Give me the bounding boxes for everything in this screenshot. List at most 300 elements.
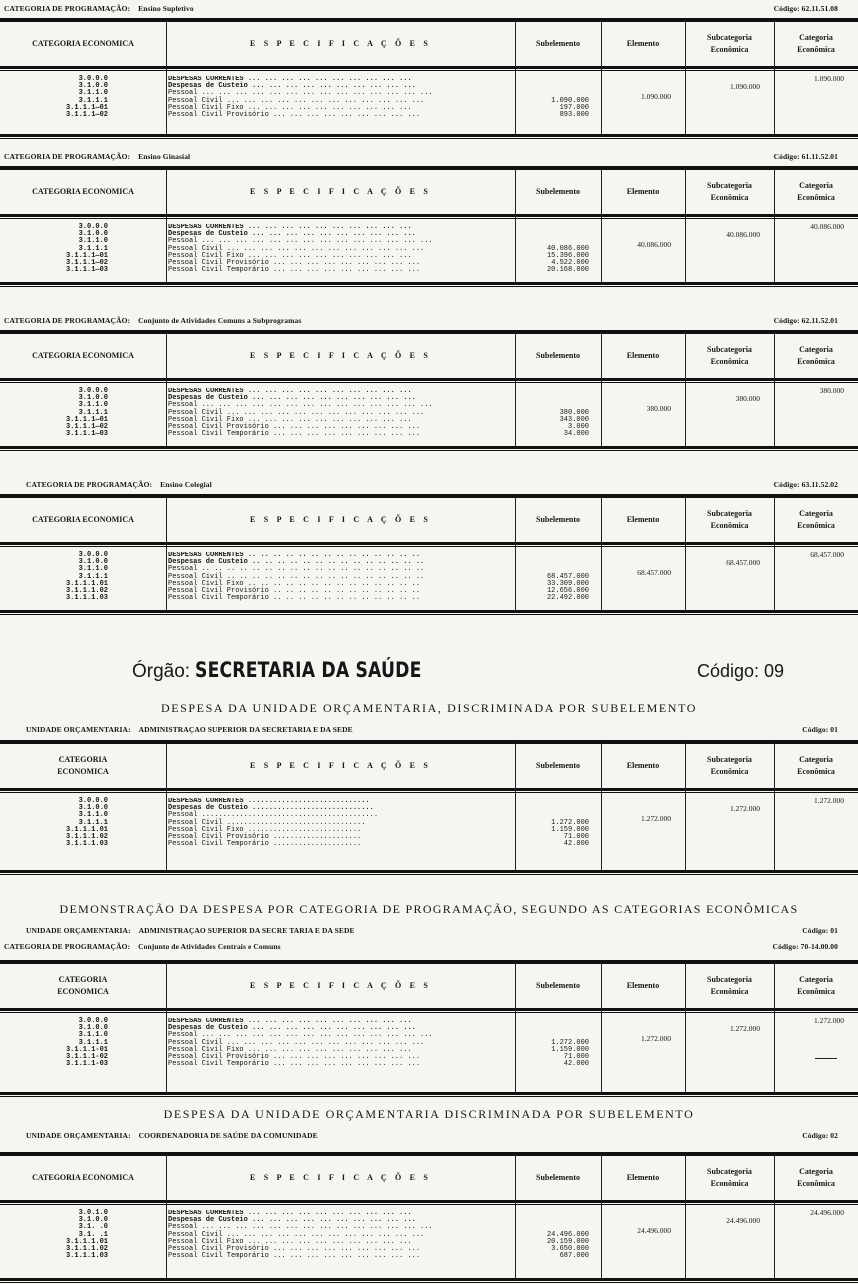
economic-code: 3.1. .1 bbox=[78, 1230, 108, 1239]
elemento-value: 1.090.000 bbox=[641, 92, 671, 101]
program-label-key: CATEGORIA DE PROGRAMAÇÃO: bbox=[4, 316, 133, 325]
categoria-value: 1.272.000 bbox=[814, 1016, 844, 1025]
elemento-value: 68.457.000 bbox=[637, 568, 671, 577]
col-especificacoes-header: E S P E C I F I C A Ç Õ E S bbox=[249, 351, 432, 360]
specification-item: Pessoal Civil Provisório ..................... bbox=[168, 833, 362, 842]
table-header-rule-thin bbox=[0, 218, 858, 219]
col-subelemento-header: Subelemento bbox=[536, 187, 580, 196]
col-categoria-economica-header: CATEGORIA ECONOMICA bbox=[32, 1173, 134, 1182]
orgao-prefix: Órgão: bbox=[132, 661, 196, 682]
section-header bbox=[0, 478, 858, 492]
program-code: Código: 61.11.52.01 bbox=[773, 152, 838, 161]
subcat-line2: Econômica bbox=[710, 521, 749, 530]
subelemento-value: 20.168.000 bbox=[546, 266, 589, 275]
program-label-key: CATEGORIA DE PROGRAMAÇÃO: bbox=[4, 4, 133, 13]
economic-codes bbox=[20, 224, 108, 274]
subelemento-value: 343.000 bbox=[559, 415, 589, 424]
economic-code: 3.1.1.1 bbox=[78, 572, 108, 581]
col-categoria-header bbox=[774, 964, 858, 1008]
program-label bbox=[4, 942, 281, 951]
program-label-value: Conjunto de Atividades Centrais e Comuns bbox=[138, 942, 281, 951]
economic-code: 3.1.1.1—01 bbox=[65, 103, 108, 112]
subcategoria-value: 380.000 bbox=[735, 394, 760, 403]
economic-codes bbox=[20, 552, 108, 602]
economic-code: 3.1.1.1 bbox=[78, 244, 108, 253]
economic-codes bbox=[20, 798, 108, 848]
subelemento-value: 71.000 bbox=[563, 833, 589, 841]
subelemento-value: 1.272.000 bbox=[551, 1038, 589, 1047]
program-code: Código: 02 bbox=[802, 1131, 838, 1140]
program-code: Código: 01 bbox=[802, 926, 838, 935]
table-header-rule bbox=[0, 66, 858, 69]
subelemento-values bbox=[515, 574, 589, 603]
elemento-value: 1.272.000 bbox=[641, 1034, 671, 1043]
specification-list bbox=[168, 1018, 509, 1068]
economic-code: 3.1.1.1—02 bbox=[65, 423, 108, 432]
program-label bbox=[26, 1131, 318, 1140]
col-subcategoria-header bbox=[685, 964, 774, 1008]
specification-item: Pessoal Civil Temporário ... ... ... ... ... ... ... ... ... bbox=[168, 1060, 421, 1069]
program-label-key: UNIDADE ORÇAMENTARIA: bbox=[26, 725, 133, 734]
col-subelemento-header: Subelemento bbox=[536, 1173, 580, 1182]
economic-code: 3.0.0.0 bbox=[78, 551, 108, 559]
col-elemento-header: Elemento bbox=[626, 1173, 660, 1182]
cat-line2: Econômica bbox=[797, 1179, 835, 1188]
table-header-rule-thin bbox=[0, 546, 858, 547]
orgao-code: Código: 09 bbox=[697, 661, 785, 681]
economic-code: 3.1.1.1—03 bbox=[65, 266, 108, 275]
elemento-value: 380.000 bbox=[646, 404, 671, 413]
subelemento-value: 197.000 bbox=[559, 103, 589, 112]
program-code: Código: 01 bbox=[802, 725, 838, 734]
col-categoria-economica-header bbox=[0, 744, 166, 788]
economic-code: 3.1.1.1.02 bbox=[65, 587, 108, 596]
col-cat-line2: ECONOMICA bbox=[57, 987, 109, 996]
economic-code: 3.1.1.1.03 bbox=[65, 840, 108, 849]
cat-line1: Categoria bbox=[799, 1167, 833, 1176]
col-subcategoria-header bbox=[685, 498, 774, 542]
col-elemento-header: Elemento bbox=[626, 351, 660, 360]
economic-code: 3.1.1.1—01 bbox=[65, 415, 108, 424]
subelemento-value: 1.272.000 bbox=[551, 818, 589, 827]
subelemento-value: 20.159.000 bbox=[546, 1237, 589, 1246]
economic-code: 3.1.0.0 bbox=[78, 82, 108, 91]
cat-line1: Categoria bbox=[799, 181, 833, 190]
economic-code: 3.1.1.0 bbox=[78, 1031, 108, 1040]
subcategoria-value: 24.496.000 bbox=[726, 1216, 760, 1225]
subcategoria-value: 68.457.000 bbox=[726, 558, 760, 567]
specification-item: Pessoal Civil Temporário .. .. .. .. .. .. .. .. .. .. .. .. bbox=[168, 594, 421, 603]
col-elemento-header: Elemento bbox=[626, 187, 660, 196]
col-categoria-economica-header: CATEGORIA ECONOMICA bbox=[32, 515, 134, 524]
table-bottom-rule bbox=[0, 446, 858, 449]
cat-line2: Econômica bbox=[797, 45, 835, 54]
col-subcategoria-header bbox=[685, 170, 774, 214]
specification-item: Pessoal Civil ... ... ... ... ... ... ... ... ... ... ... ... bbox=[168, 96, 425, 105]
categoria-value: 1.272.000 bbox=[814, 796, 844, 805]
economic-codes bbox=[20, 1210, 108, 1260]
subelemento-value: 3.000 bbox=[567, 423, 589, 431]
subcat-line2: Econômica bbox=[710, 357, 749, 366]
col-subcategoria-header bbox=[685, 1156, 774, 1200]
col-categoria-economica-header: CATEGORIA ECONOMICA bbox=[32, 39, 134, 48]
col-categoria-header bbox=[774, 498, 858, 542]
economic-code: 3.1.1.1-02 bbox=[65, 1053, 108, 1062]
subcategoria-value: 1.272.000 bbox=[730, 804, 760, 813]
subelemento-value: 893.000 bbox=[559, 111, 589, 119]
economic-code: 3.1.1.1.03 bbox=[65, 1252, 108, 1261]
subelemento-value: 3.650.000 bbox=[551, 1245, 589, 1253]
economic-code: 3.0.0.0 bbox=[78, 223, 108, 231]
economic-code: 3.1.1.1.03 bbox=[65, 594, 108, 603]
economic-codes bbox=[20, 1018, 108, 1068]
table-header-rule bbox=[0, 1200, 858, 1203]
table-header-rule bbox=[0, 1008, 858, 1011]
section-header bbox=[0, 924, 858, 938]
program-label-value: Ensino Colegial bbox=[160, 480, 212, 489]
specification-item: DESPESAS CORRENTES ... ... ... ... ... ... ... ... ... ... bbox=[168, 76, 412, 83]
specification-item: DESPESAS CORRENTES ... ... ... ... ... ... ... ... ... ... bbox=[168, 1210, 412, 1217]
cat-line1: Categoria bbox=[799, 509, 833, 518]
subelemento-value: 15.396.000 bbox=[546, 251, 589, 260]
table-bottom-rule bbox=[0, 1278, 858, 1281]
subelemento-value: 71.000 bbox=[563, 1053, 589, 1061]
economic-code: 3.1.0.0 bbox=[78, 558, 108, 567]
subelemento-values bbox=[515, 246, 589, 275]
program-code: Código: 62.11.52.01 bbox=[773, 316, 838, 325]
economic-codes bbox=[20, 388, 108, 438]
col-categoria-header bbox=[774, 22, 858, 66]
economic-code: 3.1.1.1-03 bbox=[65, 1060, 108, 1069]
specification-item: Pessoal Civil Temporário ... ... ... ... ... ... ... ... ... bbox=[168, 266, 421, 275]
table-bottom-rule-thin bbox=[0, 1282, 858, 1283]
subelemento-value: 380.000 bbox=[559, 408, 589, 417]
economic-code: 3.1.1.1 bbox=[78, 818, 108, 827]
economic-code: 3.1.1.0 bbox=[78, 237, 108, 246]
specification-item: Pessoal Civil ... ... ... ... ... ... ... ... ... ... ... ... bbox=[168, 1038, 425, 1047]
specification-item: Pessoal Civil ... ... ... ... ... ... ... ... ... ... ... ... bbox=[168, 1230, 425, 1239]
subcat-line1: Subcategoria bbox=[707, 1167, 752, 1176]
col-elemento-header: Elemento bbox=[626, 515, 660, 524]
col-subelemento-header: Subelemento bbox=[536, 981, 580, 990]
specification-list bbox=[168, 1210, 509, 1260]
table-header-rule bbox=[0, 788, 858, 791]
program-label-key: UNIDADE ORÇAMENTARIA: bbox=[26, 1131, 133, 1140]
col-subelemento-header: Subelemento bbox=[536, 39, 580, 48]
subelemento-value: 22.492.000 bbox=[546, 594, 589, 603]
table-bottom-rule-thin bbox=[0, 138, 858, 139]
specification-item: Pessoal Civil Temporário ... ... ... ... ... ... ... ... ... bbox=[168, 1252, 421, 1261]
economic-code: 3.1.0.0 bbox=[78, 394, 108, 403]
specification-list bbox=[168, 224, 509, 274]
section-header bbox=[0, 314, 858, 328]
col-subcategoria-header bbox=[685, 334, 774, 378]
categoria-dash bbox=[815, 1058, 837, 1059]
elemento-value: 24.496.000 bbox=[637, 1226, 671, 1235]
economic-code: 3.0.0.0 bbox=[78, 75, 108, 83]
program-label-value: Ensino Supletivo bbox=[138, 4, 194, 13]
subelemento-value: 1.159.000 bbox=[551, 825, 589, 834]
specification-list bbox=[168, 76, 509, 119]
table-header-rule-thin bbox=[0, 1012, 858, 1013]
table-bottom-rule bbox=[0, 610, 858, 613]
specification-item: Despesas de Custeio ... ... ... ... ... ... ... ... ... ... bbox=[168, 82, 416, 91]
program-label-value: ADMINISTRAÇAO SUPERIOR DA SECRETARIA E DA SEDE bbox=[138, 725, 353, 734]
specification-item: DESPESAS CORRENTES .. .. .. .. .. .. .. .. .. .. .. .. .. .. bbox=[168, 552, 421, 559]
table-header-rule bbox=[0, 214, 858, 217]
economic-code: 3.1.1.0 bbox=[78, 811, 108, 820]
economic-codes bbox=[20, 76, 108, 119]
categoria-value: 40.086.000 bbox=[810, 222, 844, 231]
specification-item: Despesas de Custeio ... ... ... ... ... ... ... ... ... ... bbox=[168, 230, 416, 239]
specification-list bbox=[168, 798, 509, 848]
subcat-line1: Subcategoria bbox=[707, 975, 752, 984]
specification-item: Pessoal ... ... ... ... ... ... ... ... ... ... ... ... ... ... bbox=[168, 1223, 433, 1232]
col-cat-line2: ECONOMICA bbox=[57, 767, 109, 776]
col-cat-line1: CATEGORIA bbox=[58, 975, 108, 984]
specification-item: Despesas de Custeio ............................. bbox=[168, 804, 374, 813]
despesa-title-1: DESPESA DA UNIDADE ORÇAMENTARIA, DISCRIMINADA POR SUBELEMENTO bbox=[160, 701, 698, 715]
specification-item: Pessoal Civil Fixo ... ... ... ... ... ... ... ... ... ... bbox=[168, 103, 412, 112]
cat-line2: Econômica bbox=[797, 357, 835, 366]
specification-item: Pessoal .. .. .. .. .. .. .. .. .. .. .. .. .. .. .. .. .. .. bbox=[168, 565, 425, 574]
specification-item: Pessoal Civil ................................. bbox=[168, 818, 366, 827]
program-label bbox=[26, 926, 355, 935]
economic-code: 3.1.1.1.01 bbox=[65, 1237, 108, 1246]
specification-item: Pessoal ... ... ... ... ... ... ... ... ... ... ... ... ... ... bbox=[168, 237, 433, 246]
subcat-line1: Subcategoria bbox=[707, 33, 752, 42]
specification-item: Pessoal Civil Provisório ... ... ... ... ... ... ... ... ... bbox=[168, 423, 421, 432]
col-especificacoes-header: E S P E C I F I C A Ç Õ E S bbox=[249, 39, 432, 48]
specification-item: Pessoal Civil Provisório ... ... ... ... ... ... ... ... ... bbox=[168, 1245, 421, 1254]
specification-item: Pessoal Civil Provisório ... ... ... ... ... ... ... ... ... bbox=[168, 259, 421, 268]
specification-item: Pessoal Civil Fixo .. .. .. .. .. .. .. .. .. .. .. .. .. .. bbox=[168, 579, 421, 588]
specification-item: DESPESAS CORRENTES ... ... ... ... ... ... ... ... ... ... bbox=[168, 388, 412, 395]
elemento-value: 1.272.000 bbox=[641, 814, 671, 823]
economic-code: 3.1.0.0 bbox=[78, 230, 108, 239]
table-bottom-rule bbox=[0, 282, 858, 285]
table-bottom-rule bbox=[0, 134, 858, 137]
cat-line1: Categoria bbox=[799, 755, 833, 764]
categoria-value: 24.496.000 bbox=[810, 1208, 844, 1217]
economic-code: 3.1.1.1.02 bbox=[65, 1245, 108, 1254]
subcategoria-value: 40.086.000 bbox=[726, 230, 760, 239]
col-especificacoes-header: E S P E C I F I C A Ç Õ E S bbox=[249, 1173, 432, 1182]
economic-code: 3.1.1.1—02 bbox=[65, 111, 108, 120]
subelemento-value: 42.000 bbox=[563, 1060, 589, 1069]
program-label-value: Ensino Ginasial bbox=[138, 152, 191, 161]
specification-item: Pessoal Civil Fixo ........................... bbox=[168, 825, 362, 834]
table-header-rule-thin bbox=[0, 792, 858, 793]
section-header bbox=[0, 2, 858, 16]
categoria-value: 1.090.000 bbox=[814, 74, 844, 83]
col-subelemento-header: Subelemento bbox=[536, 515, 580, 524]
despesa-title-2: DESPESA DA UNIDADE ORÇAMENTARIA DISCRIMINADA POR SUBELEMENTO bbox=[163, 1107, 695, 1121]
subcat-line2: Econômica bbox=[710, 1179, 749, 1188]
program-code: Código: 63.11.52.02 bbox=[773, 480, 838, 489]
subelemento-value: 42.000 bbox=[563, 840, 589, 849]
subelemento-values bbox=[515, 98, 589, 120]
categoria-value: 380.000 bbox=[819, 386, 844, 395]
specification-item: DESPESAS CORRENTES ... ... ... ... ... ... ... ... ... ... bbox=[168, 224, 412, 231]
economic-code: 3.0.1.0 bbox=[78, 1209, 108, 1217]
col-especificacoes-header: E S P E C I F I C A Ç Õ E S bbox=[249, 187, 432, 196]
table-header-rule-thin bbox=[0, 70, 858, 71]
economic-code: 3.1.0.0 bbox=[78, 1024, 108, 1033]
cat-line2: Econômica bbox=[797, 987, 835, 996]
subelemento-value: 1.090.000 bbox=[551, 96, 589, 105]
cat-line2: Econômica bbox=[797, 767, 835, 776]
col-categoria-economica-header bbox=[0, 964, 166, 1008]
demonstracao-title: DEMONSTRAÇÃO DA DESPESA POR CATEGORIA DE PROGRAMAÇÃO, SEGUNDO AS CATEGORIAS ECONÔMICAS bbox=[59, 902, 799, 916]
section-header bbox=[0, 940, 858, 954]
specification-item: Despesas de Custeio ... ... ... ... ... ... ... ... ... ... bbox=[168, 1216, 416, 1225]
specification-item: Pessoal Civil Temporário ..................... bbox=[168, 840, 362, 849]
orgao-name: SECRETARIA DA SAÚDE bbox=[195, 658, 422, 682]
specification-item: Pessoal Civil ... ... ... ... ... ... ... ... ... ... ... ... bbox=[168, 244, 425, 253]
table-header-rule-thin bbox=[0, 1204, 858, 1205]
table-bottom-rule-thin bbox=[0, 614, 858, 615]
specification-item: Pessoal Civil Fixo ... ... ... ... ... ... ... ... ... ... bbox=[168, 251, 412, 260]
program-label-value: COORDENADORIA DE SAÚDE DA COMUNIDADE bbox=[138, 1131, 318, 1140]
subelemento-value: 687.000 bbox=[559, 1252, 589, 1261]
col-especificacoes-header: E S P E C I F I C A Ç Õ E S bbox=[249, 981, 432, 990]
section-header bbox=[0, 1129, 858, 1143]
specification-item: Pessoal .......................................... bbox=[168, 811, 379, 820]
economic-code: 3.1.1.0 bbox=[78, 89, 108, 98]
section-header bbox=[0, 723, 858, 737]
specification-item: Pessoal Civil Provisório .. .. .. .. .. .. .. .. .. .. .. .. bbox=[168, 587, 421, 596]
economic-code: 3.1.1.0 bbox=[78, 565, 108, 574]
subelemento-value: 12.656.000 bbox=[546, 587, 589, 595]
subcategoria-value: 1.272.000 bbox=[730, 1024, 760, 1033]
subelemento-value: 68.457.000 bbox=[546, 572, 589, 581]
subelemento-value: 34.000 bbox=[563, 430, 589, 439]
specification-item: Pessoal Civil Fixo ... ... ... ... ... ... ... ... ... ... bbox=[168, 1045, 412, 1054]
specification-item: DESPESAS CORRENTES ... ... ... ... ... ... ... ... ... ... bbox=[168, 1018, 412, 1025]
table-header-rule-thin bbox=[0, 382, 858, 383]
program-label-key: CATEGORIA DE PROGRAMAÇÃO: bbox=[4, 942, 133, 951]
specification-item: DESPESAS CORRENTES ............................. bbox=[168, 798, 370, 805]
cat-line1: Categoria bbox=[799, 975, 833, 984]
table-bottom-rule-thin bbox=[0, 450, 858, 451]
col-categoria-header bbox=[774, 334, 858, 378]
program-label bbox=[26, 725, 353, 734]
col-elemento-header: Elemento bbox=[626, 981, 660, 990]
specification-item: Despesas de Custeio ... ... ... ... ... ... ... ... ... ... bbox=[168, 394, 416, 403]
elemento-value: 40.086.000 bbox=[637, 240, 671, 249]
program-label-key: CATEGORIA DE PROGRAMAÇÃO: bbox=[26, 480, 155, 489]
subcat-line2: Econômica bbox=[710, 45, 749, 54]
subelemento-value: 4.522.000 bbox=[551, 259, 589, 267]
table-header-rule bbox=[0, 378, 858, 381]
col-categoria-header bbox=[774, 744, 858, 788]
program-label bbox=[26, 480, 212, 489]
program-code: Código: 70-14.00.00 bbox=[772, 942, 838, 951]
col-especificacoes-header: E S P E C I F I C A Ç Õ E S bbox=[249, 761, 432, 770]
subelemento-values bbox=[515, 1040, 589, 1069]
specification-item: Despesas de Custeio .. .. .. .. .. .. .. .. .. .. .. .. .. .. bbox=[168, 558, 425, 567]
specification-item: Pessoal Civil Temporário ... ... ... ... ... ... ... ... ... bbox=[168, 430, 421, 439]
program-code: Código: 62.11.51.08 bbox=[773, 4, 838, 13]
section-header bbox=[0, 150, 858, 164]
col-subcategoria-header bbox=[685, 744, 774, 788]
subcat-line1: Subcategoria bbox=[707, 755, 752, 764]
col-categoria-header bbox=[774, 1156, 858, 1200]
economic-code: 3.0.0.0 bbox=[78, 797, 108, 805]
subcategoria-value: 1.090.000 bbox=[730, 82, 760, 91]
specification-list bbox=[168, 388, 509, 438]
economic-code: 3.1.1.1 bbox=[78, 408, 108, 417]
col-subcategoria-header bbox=[685, 22, 774, 66]
subcat-line2: Econômica bbox=[710, 767, 749, 776]
table-bottom-rule-thin bbox=[0, 286, 858, 287]
specification-item: Pessoal ... ... ... ... ... ... ... ... ... ... ... ... ... ... bbox=[168, 89, 433, 98]
specification-item: Pessoal Civil Fixo ... ... ... ... ... ... ... ... ... ... bbox=[168, 1237, 412, 1246]
economic-code: 3.0.0.0 bbox=[78, 1017, 108, 1025]
economic-code: 3.1.1.1—01 bbox=[65, 251, 108, 260]
economic-code: 3.1.0.0 bbox=[78, 804, 108, 813]
specification-item: Pessoal ... ... ... ... ... ... ... ... ... ... ... ... ... ... bbox=[168, 401, 433, 410]
cat-line2: Econômica bbox=[797, 521, 835, 530]
economic-code: 3.1.1.1.02 bbox=[65, 833, 108, 842]
categoria-value: 68.457.000 bbox=[810, 550, 844, 559]
economic-code: 3.1.1.1.01 bbox=[65, 825, 108, 834]
economic-code: 3.1.0.0 bbox=[78, 1216, 108, 1225]
program-label bbox=[4, 4, 194, 13]
economic-code: 3.1.1.1—03 bbox=[65, 430, 108, 439]
program-label-value: Conjunto de Atividades Comuns a Subprogramas bbox=[138, 316, 302, 325]
col-categoria-economica-header: CATEGORIA ECONOMICA bbox=[32, 187, 134, 196]
economic-code: 3.1.1.1.01 bbox=[65, 579, 108, 588]
subelemento-values bbox=[515, 1232, 589, 1261]
economic-code: 3.1.1.1-01 bbox=[65, 1045, 108, 1054]
economic-code: 3.1. .0 bbox=[78, 1223, 108, 1232]
economic-code: 3.1.1.0 bbox=[78, 401, 108, 410]
specification-item: Pessoal Civil Provisório ... ... ... ... ... ... ... ... ... bbox=[168, 1053, 421, 1062]
subcat-line1: Subcategoria bbox=[707, 345, 752, 354]
program-label bbox=[4, 152, 190, 161]
cat-line2: Econômica bbox=[797, 193, 835, 202]
col-subelemento-header: Subelemento bbox=[536, 761, 580, 770]
subelemento-value: 33.309.000 bbox=[546, 579, 589, 588]
cat-line1: Categoria bbox=[799, 33, 833, 42]
table-header-rule bbox=[0, 542, 858, 545]
subelemento-value: 24.496.000 bbox=[546, 1230, 589, 1239]
specification-item: Despesas de Custeio ... ... ... ... ... ... ... ... ... ... bbox=[168, 1024, 416, 1033]
table-bottom-rule-thin bbox=[0, 1096, 858, 1097]
table-bottom-rule-thin bbox=[0, 874, 858, 875]
subcat-line1: Subcategoria bbox=[707, 509, 752, 518]
subcat-line1: Subcategoria bbox=[707, 181, 752, 190]
col-cat-line1: CATEGORIA bbox=[58, 755, 108, 764]
economic-code: 3.1.1.1—02 bbox=[65, 259, 108, 268]
economic-code: 3.1.1.1 bbox=[78, 96, 108, 105]
subelemento-values bbox=[515, 410, 589, 439]
col-categoria-header bbox=[774, 170, 858, 214]
program-label-key: UNIDADE ORÇAMENTARIA: bbox=[26, 926, 133, 935]
specification-item: Pessoal Civil Provisório ... ... ... ... ... ... ... ... ... bbox=[168, 111, 421, 120]
subelemento-value: 40.086.000 bbox=[546, 244, 589, 253]
col-elemento-header: Elemento bbox=[626, 761, 660, 770]
specification-item: Pessoal Civil ... ... ... ... ... ... ... ... ... ... ... ... bbox=[168, 408, 425, 417]
col-especificacoes-header: E S P E C I F I C A Ç Õ E S bbox=[249, 515, 432, 524]
subcat-line2: Econômica bbox=[710, 987, 749, 996]
program-label bbox=[4, 316, 301, 325]
col-categoria-economica-header: CATEGORIA ECONOMICA bbox=[32, 351, 134, 360]
program-label-key: CATEGORIA DE PROGRAMAÇÃO: bbox=[4, 152, 133, 161]
economic-code: 3.0.0.0 bbox=[78, 387, 108, 395]
